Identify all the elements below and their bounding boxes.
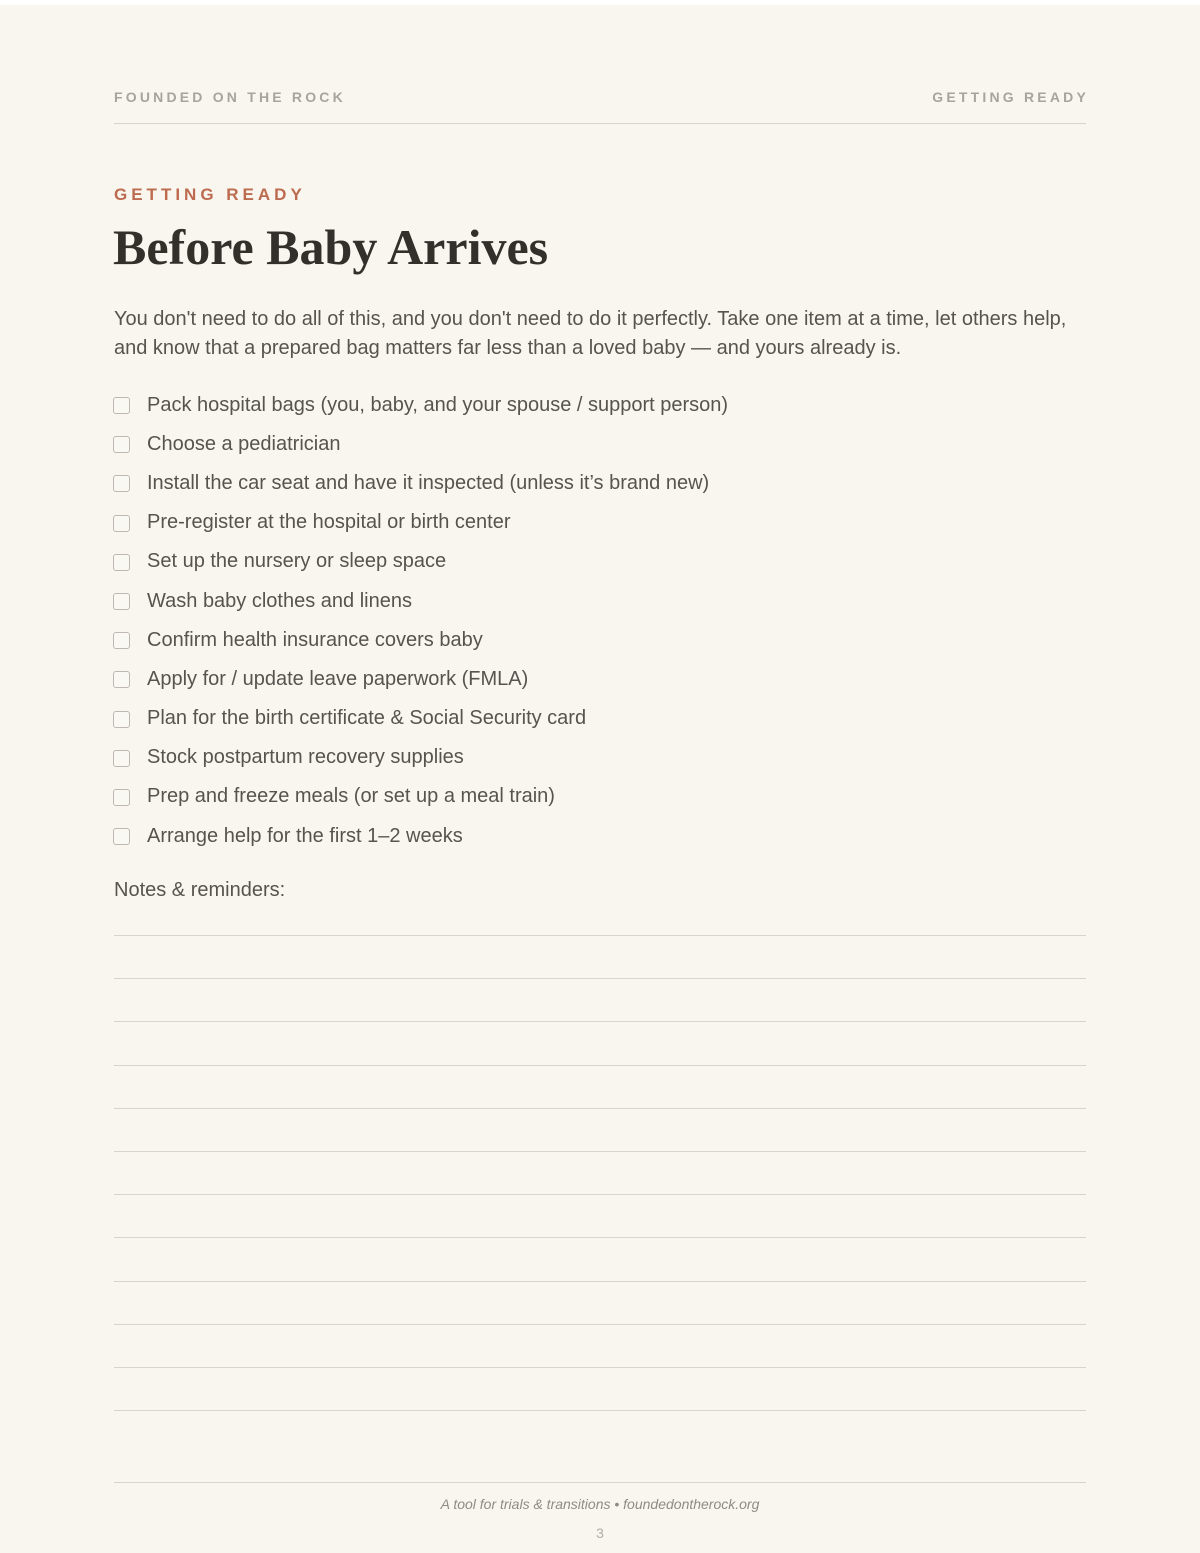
note-writing-line[interactable] xyxy=(114,1108,1086,1109)
document-page xyxy=(0,5,1200,1553)
note-writing-line[interactable] xyxy=(114,1281,1086,1282)
checklist-item xyxy=(113,699,728,738)
checkbox[interactable] xyxy=(113,436,130,453)
intro-paragraph: You don't need to do all of this, and you don't need to do it perfectly. Take one item at a time, let others help, and know that a prepared bag matters far less than a loved baby — and yours already is. xyxy=(114,308,1067,359)
checklist-item-label: Pack hospital bags (you, baby, and your spouse / support person) xyxy=(147,393,729,416)
notes-label: Notes & reminders: xyxy=(114,879,286,901)
note-writing-line[interactable] xyxy=(114,1324,1086,1325)
checklist-item-label: Install the car seat and have it inspected (unless it’s brand new) xyxy=(147,471,710,494)
checklist-item-label: Confirm health insurance covers baby xyxy=(147,628,483,651)
checklist-item xyxy=(113,503,728,542)
checkbox[interactable] xyxy=(113,789,130,806)
checklist-item-label: Pre-register at the hospital or birth center xyxy=(147,511,511,534)
note-writing-line[interactable] xyxy=(114,1367,1086,1368)
checklist-item xyxy=(113,385,728,424)
footer-tagline: A tool for trials & transitions • foundedontherock.org xyxy=(440,1496,760,1512)
checkbox[interactable] xyxy=(113,475,130,492)
checklist-item xyxy=(113,738,728,777)
checklist-item-label: Set up the nursery or sleep space xyxy=(147,550,447,573)
checklist-item xyxy=(113,816,728,855)
checklist-item xyxy=(113,620,728,659)
checklist-item xyxy=(113,463,728,502)
checklist-item-label: Plan for the birth certificate & Social Security card xyxy=(147,707,587,730)
checklist-item xyxy=(113,424,728,463)
checkbox[interactable] xyxy=(113,554,130,571)
checklist-item-label: Choose a pediatrician xyxy=(147,432,341,455)
checkbox[interactable] xyxy=(113,632,130,649)
checklist-item-label: Stock postpartum recovery supplies xyxy=(147,746,464,769)
checklist-item xyxy=(113,581,728,620)
checklist xyxy=(113,385,728,855)
checkbox[interactable] xyxy=(113,750,130,767)
running-header-brand: FOUNDED ON THE ROCK xyxy=(114,89,346,105)
checklist-item xyxy=(113,659,728,698)
checklist-item-label: Arrange help for the first 1–2 weeks xyxy=(147,824,463,847)
running-header xyxy=(114,89,1089,124)
note-writing-line[interactable] xyxy=(114,1237,1086,1238)
note-writing-line[interactable] xyxy=(114,1151,1086,1152)
checkbox[interactable] xyxy=(113,397,130,414)
note-writing-line[interactable] xyxy=(114,1065,1086,1066)
checkbox[interactable] xyxy=(113,828,130,845)
checkbox[interactable] xyxy=(113,593,130,610)
note-writing-line[interactable] xyxy=(114,978,1086,979)
note-writing-line[interactable] xyxy=(114,935,1086,936)
note-writing-line[interactable] xyxy=(114,1410,1086,1411)
checkbox[interactable] xyxy=(113,671,130,688)
checkbox[interactable] xyxy=(113,711,130,728)
note-writing-line[interactable] xyxy=(114,1194,1086,1195)
page-title: Before Baby Arrives xyxy=(113,219,549,275)
checklist-item-label: Wash baby clothes and linens xyxy=(147,589,412,612)
checklist-item-label: Apply for / update leave paperwork (FMLA) xyxy=(147,667,529,690)
footer-divider xyxy=(114,1482,1086,1483)
note-writing-line[interactable] xyxy=(114,1021,1086,1022)
checklist-item xyxy=(113,777,728,816)
checklist-item xyxy=(113,542,728,581)
checklist-item-label: Prep and freeze meals (or set up a meal train) xyxy=(147,785,555,808)
checkbox[interactable] xyxy=(113,515,130,532)
page-number: 3 xyxy=(596,1525,604,1541)
running-header-section: GETTING READY xyxy=(932,89,1089,105)
section-eyebrow: GETTING READY xyxy=(114,185,306,204)
